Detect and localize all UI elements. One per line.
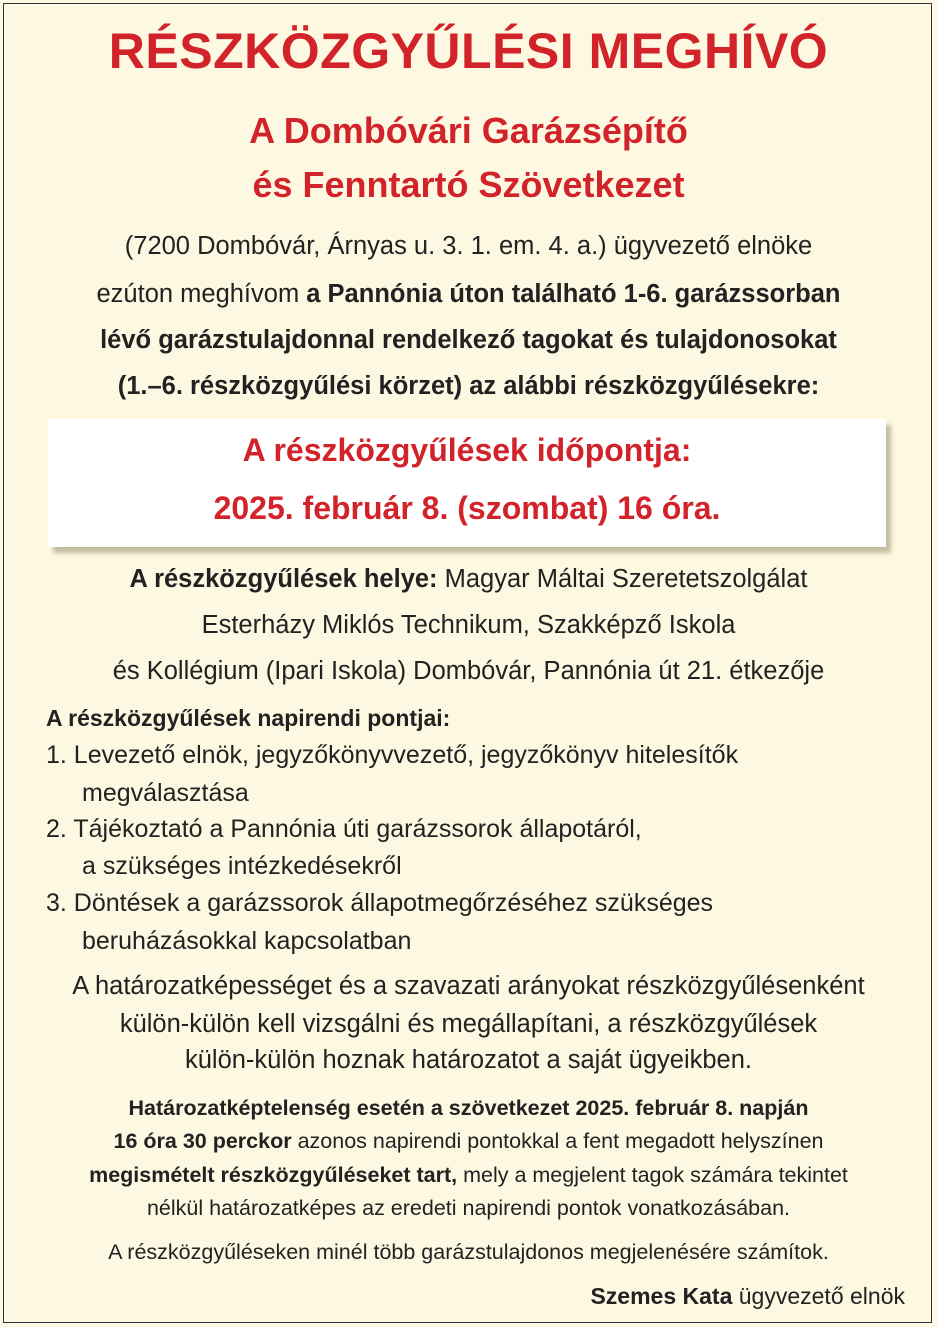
intro-line2-plain: ezúton meghívom: [96, 280, 307, 308]
signer-name: Szemes Kata: [590, 1283, 733, 1309]
intro-line1: (7200 Dombóvár, Árnyas u. 3. 1. em. 4. a.) ügyvezető elnöke: [124, 232, 813, 260]
repeat-line4: nélkül határozatképes az eredeti napirendi pontok vonatkozásában.: [146, 1196, 791, 1220]
signer-role: ügyvezető elnök: [732, 1283, 905, 1309]
agenda-item-3-cont: beruházásokkal kapcsolatban: [82, 927, 412, 955]
intro-line3: lévő garázstulajdonnal rendelkező tagokat és tulajdonosokat: [100, 326, 837, 354]
repeat-line3-rest: mely a megjelent tagok számára tekintet: [457, 1163, 848, 1187]
agenda-item-2: 2. Tájékoztató a Pannónia úti garázssorok állapotáról,: [46, 815, 642, 843]
repeat-line2: [0, 1129, 937, 1154]
intro-line4: (1.–6. részközgyűlési körzet) az alábbi részközgyűlésekre:: [117, 372, 820, 400]
org-name-line1: A Dombóvári Garázsépítő: [249, 110, 688, 151]
intro-line2-bold: a Pannónia úton található 1-6. garázssorban: [306, 280, 841, 308]
intro-line2: [0, 280, 937, 309]
date-box-datetime: 2025. február 8. (szombat) 16 óra.: [213, 490, 721, 526]
quorum-line2: külön-külön kell vizsgálni és megállapítani, a részközgyűlések: [119, 1010, 818, 1038]
venue-line3: és Kollégium (Ipari Iskola) Dombóvár, Pannónia út 21. étkezője: [112, 657, 825, 685]
agenda-item-1: 1. Levezető elnök, jegyzőkönyvvezető, jegyzőkönyv hitelesítők: [46, 741, 739, 769]
venue-line2: Esterházy Miklós Technikum, Szakképző Iskola: [201, 611, 736, 639]
quorum-line1: A határozatképességet és a szavazati arányokat részközgyűlésenként: [72, 972, 865, 1000]
quorum-line3: külön-külön hoznak határozatot a saját ügyeikben.: [184, 1046, 753, 1074]
repeat-line1: Határozatképtelenség esetén a szövetkezet 2025. február 8. napján: [128, 1096, 809, 1120]
agenda-item-1-cont: megválasztása: [82, 779, 249, 807]
repeat-time: 16 óra 30 perckor: [113, 1129, 292, 1153]
venue-line1-rest: Magyar Máltai Szeretetszolgálat: [437, 565, 808, 593]
org-name-line2: és Fenntartó Szövetkezet: [252, 164, 685, 205]
signature: [590, 1283, 905, 1310]
invitation-title: RÉSZKÖZGYŰLÉSI MEGHÍVÓ: [108, 23, 829, 79]
agenda-item-2-cont: a szükséges intézkedésekről: [82, 852, 402, 880]
date-box-heading: A részközgyűlések időpontja:: [242, 432, 692, 468]
agenda-item-3: 3. Döntések a garázssorok állapotmegőrzéséhez szükséges: [46, 889, 714, 917]
venue-label: A részközgyűlések helye:: [129, 565, 438, 593]
repeat-action: megismételt részközgyűléseket tart,: [89, 1163, 458, 1187]
closing-sentence: A részközgyűléseken minél több garázstulajdonos megjelenésére számítok.: [108, 1240, 829, 1264]
repeat-line2-rest: azonos napirendi pontokkal a fent megadott helyszínen: [291, 1129, 824, 1153]
agenda-heading: A részközgyűlések napirendi pontjai:: [46, 705, 451, 731]
venue-line1: [0, 565, 937, 594]
repeat-line3: [0, 1163, 937, 1188]
